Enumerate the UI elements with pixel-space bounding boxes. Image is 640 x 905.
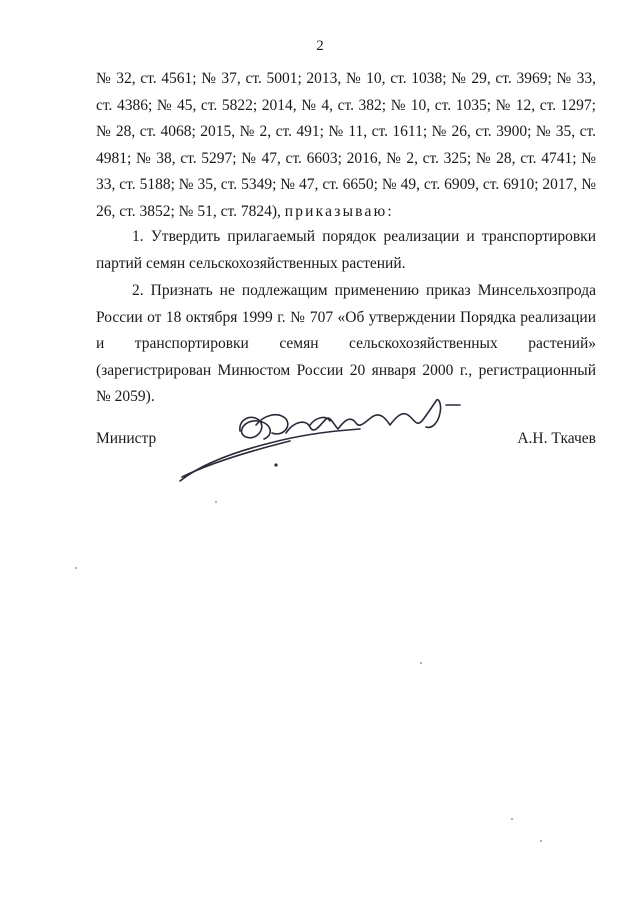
scan-speck	[511, 818, 513, 820]
legal-references-paragraph	[96, 66, 596, 226]
page-number: 2	[316, 38, 324, 54]
scan-speck	[420, 662, 422, 664]
order-word: приказываю:	[284, 202, 394, 220]
order-item-1: 1. Утвердить прилагаемый порядок реализации и транспортировки партий семян сельскохозяйственных растений.	[96, 228, 596, 272]
scan-speck	[540, 840, 542, 842]
handwritten-signature	[160, 385, 500, 495]
legal-references-text: № 32, ст. 4561; № 37, ст. 5001; 2013, № 10, ст. 1038; № 29, ст. 3969; № 33, ст. 4386; № 45, ст. 5822; 2014, № 4, ст. 382; № 10, ст. 1035; № 12, ст. 1297; № 28, ст. 4068; 2015, № 2, ст. 491; № 11, ст. 1611; № 26, ст. 3900; № 35, ст. 4981; № 38, ст. 5297; № 47, ст. 6603; 2016, № 2, ст. 325; № 28, ст. 4741; № 33, ст. 5188; № 35, ст. 5349; № 47, ст. 6650; № 49, ст. 6909, ст. 6910; 2017, № 26, ст. 3852; № 51, ст. 7824),	[96, 70, 596, 220]
order-item-2: 2. Признать не подлежащим применению приказ Минсельхозпрода России от 18 октября 1999 г. № 707 «Об утверждении Порядка реализации и транспортировки семян сельскохозяйственных растений» (зарегистрирован Минюстом России 20 января 2000 г., регистрационный № 2059).	[96, 282, 596, 406]
scan-speck	[75, 567, 77, 569]
position-title: Министр	[96, 430, 157, 447]
signer-name: А.Н. Ткачев	[517, 430, 596, 447]
scan-speck	[215, 501, 217, 503]
